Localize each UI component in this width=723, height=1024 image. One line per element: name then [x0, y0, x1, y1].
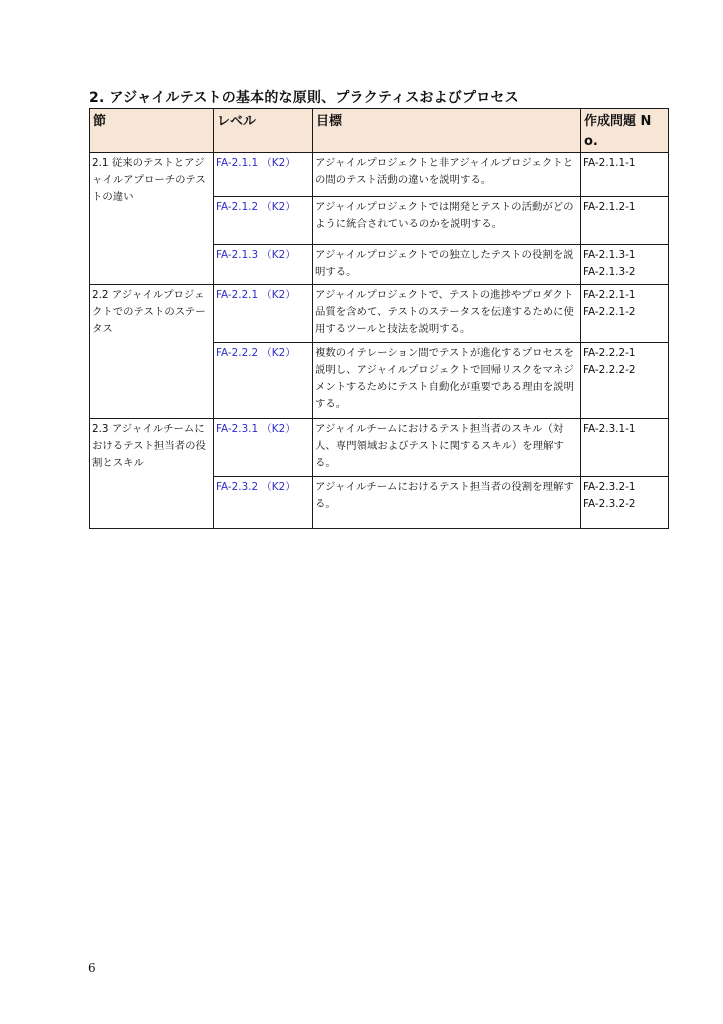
question-no: FA-2.2.2-1: [583, 347, 636, 359]
question-no: FA-2.2.1-2: [583, 306, 636, 318]
level-cell: FA-2.2.2 （K2）: [214, 343, 313, 419]
level-cell: FA-2.3.2 （K2）: [214, 477, 313, 529]
question-cell: [581, 343, 669, 419]
question-no: FA-2.1.3-2: [583, 266, 636, 278]
table-row: [90, 285, 669, 343]
question-cell: [581, 285, 669, 343]
question-no: FA-2.1.2-1: [583, 201, 636, 213]
question-no: FA-2.3.1-1: [583, 423, 636, 435]
level-cell: FA-2.1.3 （K2）: [214, 245, 313, 285]
question-no: FA-2.2.1-1: [583, 289, 636, 301]
table-row: [90, 153, 669, 197]
objective-cell: 複数のイテレーション間でテストが進化するプロセスを説明し、アジャイルプロジェクトで回帰リスクをマネジメントするためにテスト自動化が重要である理由を説明する。: [313, 343, 581, 419]
table-row: [90, 419, 669, 477]
page-number: 6: [88, 961, 96, 975]
level-cell: FA-2.1.2 （K2）: [214, 197, 313, 245]
section-cell-2-3: 2.3 アジャイルチームにおけるテスト担当者の役割とスキル: [90, 419, 214, 529]
header-level: レベル: [214, 109, 313, 153]
objective-cell: アジャイルプロジェクトでは開発とテストの活動がどのように統合されているのかを説明する。: [313, 197, 581, 245]
header-question-no: 作成問題 No.: [581, 109, 669, 153]
question-no: FA-2.1.1-1: [583, 157, 636, 169]
question-cell: [581, 477, 669, 529]
objective-cell: アジャイルプロジェクトと非アジャイルプロジェクトとの間のテスト活動の違いを説明する。: [313, 153, 581, 197]
question-no: FA-2.1.3-1: [583, 249, 636, 261]
table-header-row: [90, 109, 669, 153]
page-heading: 2. アジャイルテストの基本的な原則、プラクティスおよびプロセス: [89, 90, 519, 106]
question-no: FA-2.2.2-2: [583, 364, 636, 376]
question-no: FA-2.3.2-1: [583, 481, 636, 493]
question-no: FA-2.3.2-2: [583, 498, 636, 510]
objective-cell: アジャイルプロジェクトで、テストの進捗やプロダクト品質を含めて、テストのステータスを伝達するために使用するツールと技法を説明する。: [313, 285, 581, 343]
question-cell: [581, 197, 669, 245]
level-cell: FA-2.1.1 （K2）: [214, 153, 313, 197]
question-cell: [581, 419, 669, 477]
objective-cell: アジャイルチームにおけるテスト担当者のスキル（対人、専門領域およびテストに関するスキル）を理解する。: [313, 419, 581, 477]
header-section: 節: [90, 109, 214, 153]
question-cell: [581, 245, 669, 285]
level-cell: FA-2.3.1 （K2）: [214, 419, 313, 477]
section-cell-2-2: 2.2 アジャイルプロジェクトでのテストのステータス: [90, 285, 214, 419]
header-objective: 目標: [313, 109, 581, 153]
section-cell-2-1: 2.1 従来のテストとアジャイルアプローチのテストの違い: [90, 153, 214, 285]
level-cell: FA-2.2.1 （K2）: [214, 285, 313, 343]
objectives-table: [89, 108, 669, 529]
objective-cell: アジャイルチームにおけるテスト担当者の役割を理解する。: [313, 477, 581, 529]
question-cell: [581, 153, 669, 197]
objective-cell: アジャイルプロジェクトでの独立したテストの役割を説明する。: [313, 245, 581, 285]
